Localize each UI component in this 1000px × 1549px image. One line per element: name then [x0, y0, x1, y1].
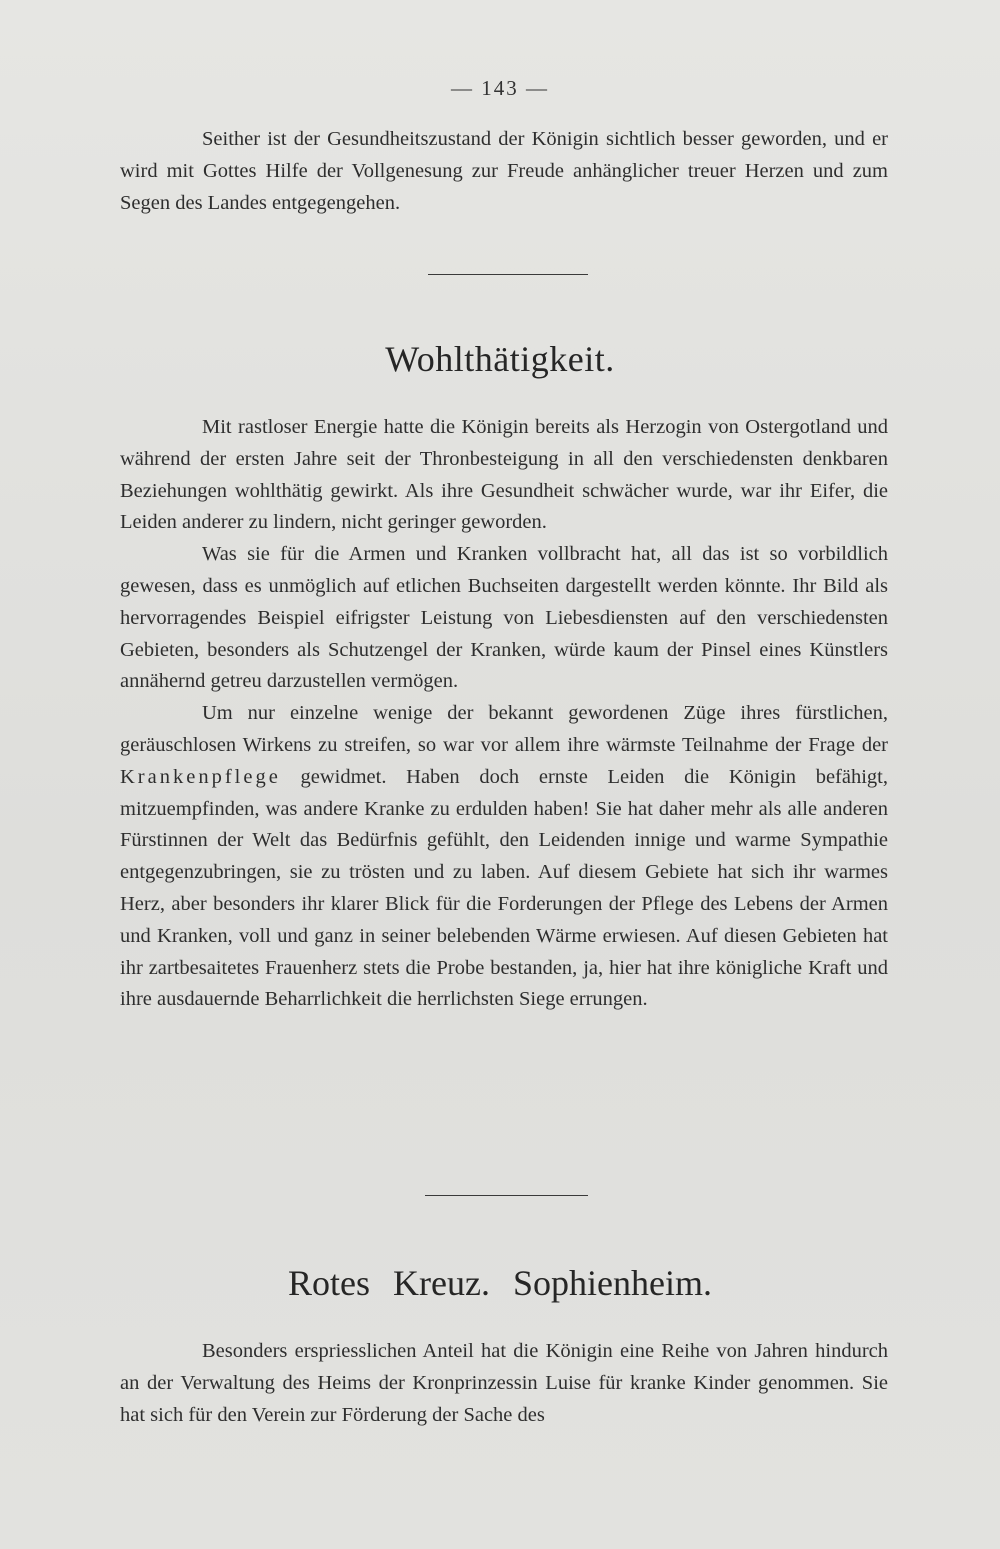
- intro-paragraph: Seither ist der Gesundheitszustand der Königin sichtlich besser geworden, und er wird mit Gottes Hilfe der Vollgenesung zur Freude anhänglicher treuer Herzen und zum Segen des Landes entgegengehen.: [120, 128, 888, 214]
- paragraph-rotes-kreuz-1: Besonders erspriesslichen Anteil hat die Königin eine Reihe von Jahren hindurch an der Verwaltung des Heims der Kronprinzessin Luise für kranke Kinder genommen. Sie hat sich für den Verein zur Förderung der Sache des: [120, 1340, 888, 1426]
- paragraph-2: Was sie für die Armen und Kranken vollbracht hat, all das ist so vorbildlich gewesen, dass es unmöglich auf etlichen Buchseiten dargestellt werden könnte. Ihr Bild als hervorragendes Beispiel eifrigster Leistung von Liebesdiensten auf den verschiedensten Gebieten, besonders als Schutzengel der Kranken, würde kaum der Pinsel eines Künstlers annähernd getreu darzustellen vermögen.: [120, 543, 888, 693]
- section-body-wohlthaetigkeit: [120, 412, 888, 1016]
- section-heading-rotes-kreuz: Rotes Kreuz. Sophienheim.: [288, 1263, 712, 1303]
- paragraph-3-part-a: Um nur einzelne wenige der bekannt gewordenen Züge ihres fürstlichen, geräuschlosen Wirkens zu streifen, so war vor allem ihre wärmste Teilnahme der Frage der: [120, 702, 888, 756]
- section-body-rotes-kreuz: [120, 1336, 888, 1431]
- paragraph-1: Mit rastloser Energie hatte die Königin bereits als Herzogin von Ostergotland und während der ersten Jahre seit der Thronbesteigung in all den verschiedensten denkbaren Beziehungen wohlthätig gewirkt. Als ihre Gesundheit schwächer wurde, war ihr Eifer, die Leiden anderer zu lindern, nicht geringer geworden.: [120, 416, 888, 534]
- emphasized-term: Krankenpflege: [120, 765, 281, 788]
- paragraph-3-part-b: gewidmet. Haben doch ernste Leiden die Königin befähigt, mitzuempfinden, was andere Kranke zu erdulden haben! Sie hat daher mehr als alle anderen Fürstinnen der Welt das Bedürfnis gefühlt, den Leidenden innige und warme Sympathie entgegenzubringen, sie zu trösten und zu laben. Auf diesem Gebiete hat sich ihr warmes Herz, aber besonders ihr klarer Blick für die Forderungen der Pflege des Lebens der Armen und Kranken, voll und ganz in seiner belebenden Wärme erwiesen. Auf diesen Gebieten hat ihr zartbesaitetes Frauenherz stets die Probe bestanden, ja, hier hat ihre königliche Kraft und ihre ausdauernde Beharrlichkeit die herrlichsten Siege errungen.: [120, 765, 888, 1011]
- paragraph-3: [120, 698, 888, 1016]
- page-number: — 143 —: [451, 76, 549, 100]
- section-heading-wohlthaetigkeit: Wohlthätigkeit.: [385, 339, 615, 379]
- intro-text: [120, 124, 888, 219]
- section-divider-top: [428, 274, 588, 275]
- section-divider-bottom: [425, 1195, 588, 1196]
